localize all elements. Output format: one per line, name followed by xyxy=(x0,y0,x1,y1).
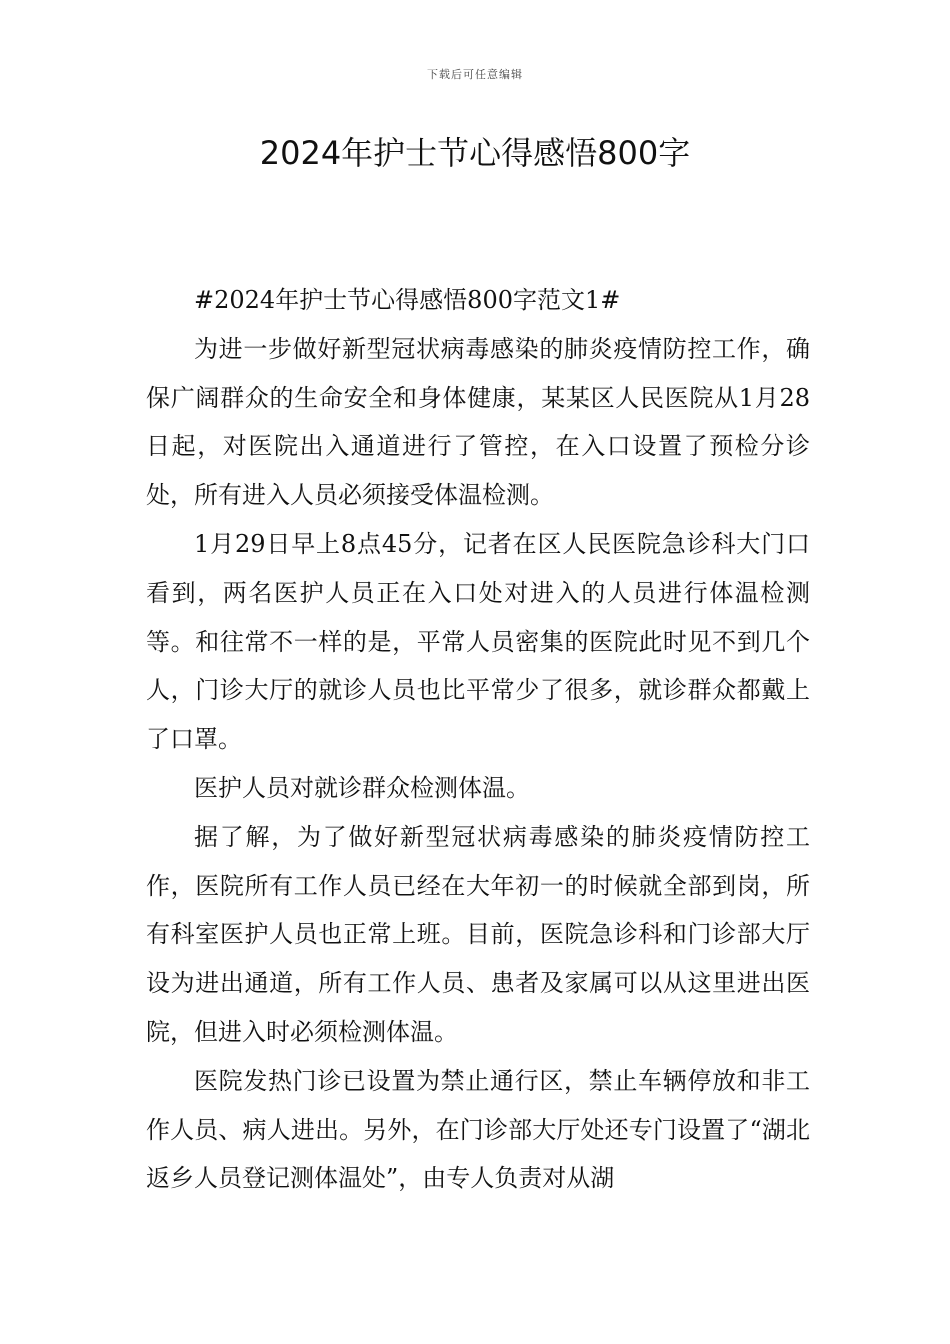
document-body xyxy=(146,276,810,1203)
document-title: 2024年护士节心得感悟800字 xyxy=(259,134,691,172)
paragraph: 医护人员对就诊群众检测体温。 xyxy=(194,773,530,802)
header-note: 下载后可任意编辑 xyxy=(427,68,523,81)
paragraph-section-heading: #2024年护士节心得感悟800字范文1# xyxy=(194,286,621,314)
paragraph: 据了解，为了做好新型冠状病毒感染的肺炎疫情防控工作，医院所有工作人员已经在大年初一的时候就全部到岗，所有科室医护人员也正常上班。目前，医院急诊科和门诊部大厅设为进出通道，所有工作人员、患者及家属可以从这里进出医院，但进入时必须检测体温。 xyxy=(146,822,810,1046)
paragraph: 1月29日早上8点45分，记者在区人民医院急诊科大门口看到，两名医护人员正在入口处对进入的人员进行体温检测等。和往常不一样的是，平常人员密集的医院此时见不到几个人，门诊大厅的就诊人员也比平常少了很多，就诊群众都戴上了口罩。 xyxy=(146,529,810,754)
paragraph: 医院发热门诊已设置为禁止通行区，禁止车辆停放和非工作人员、病人进出。另外，在门诊部大厅处还专门设置了“湖北返乡人员登记测体温处”，由专人负责对从湖 xyxy=(146,1066,810,1193)
paragraph: 为进一步做好新型冠状病毒感染的肺炎疫情防控工作，确保广阔群众的生命安全和身体健康，某某区人民医院从1月28日起，对医院出入通道进行了管控，在入口设置了预检分诊处，所有进入人员必须接受体温检测。 xyxy=(146,334,810,510)
